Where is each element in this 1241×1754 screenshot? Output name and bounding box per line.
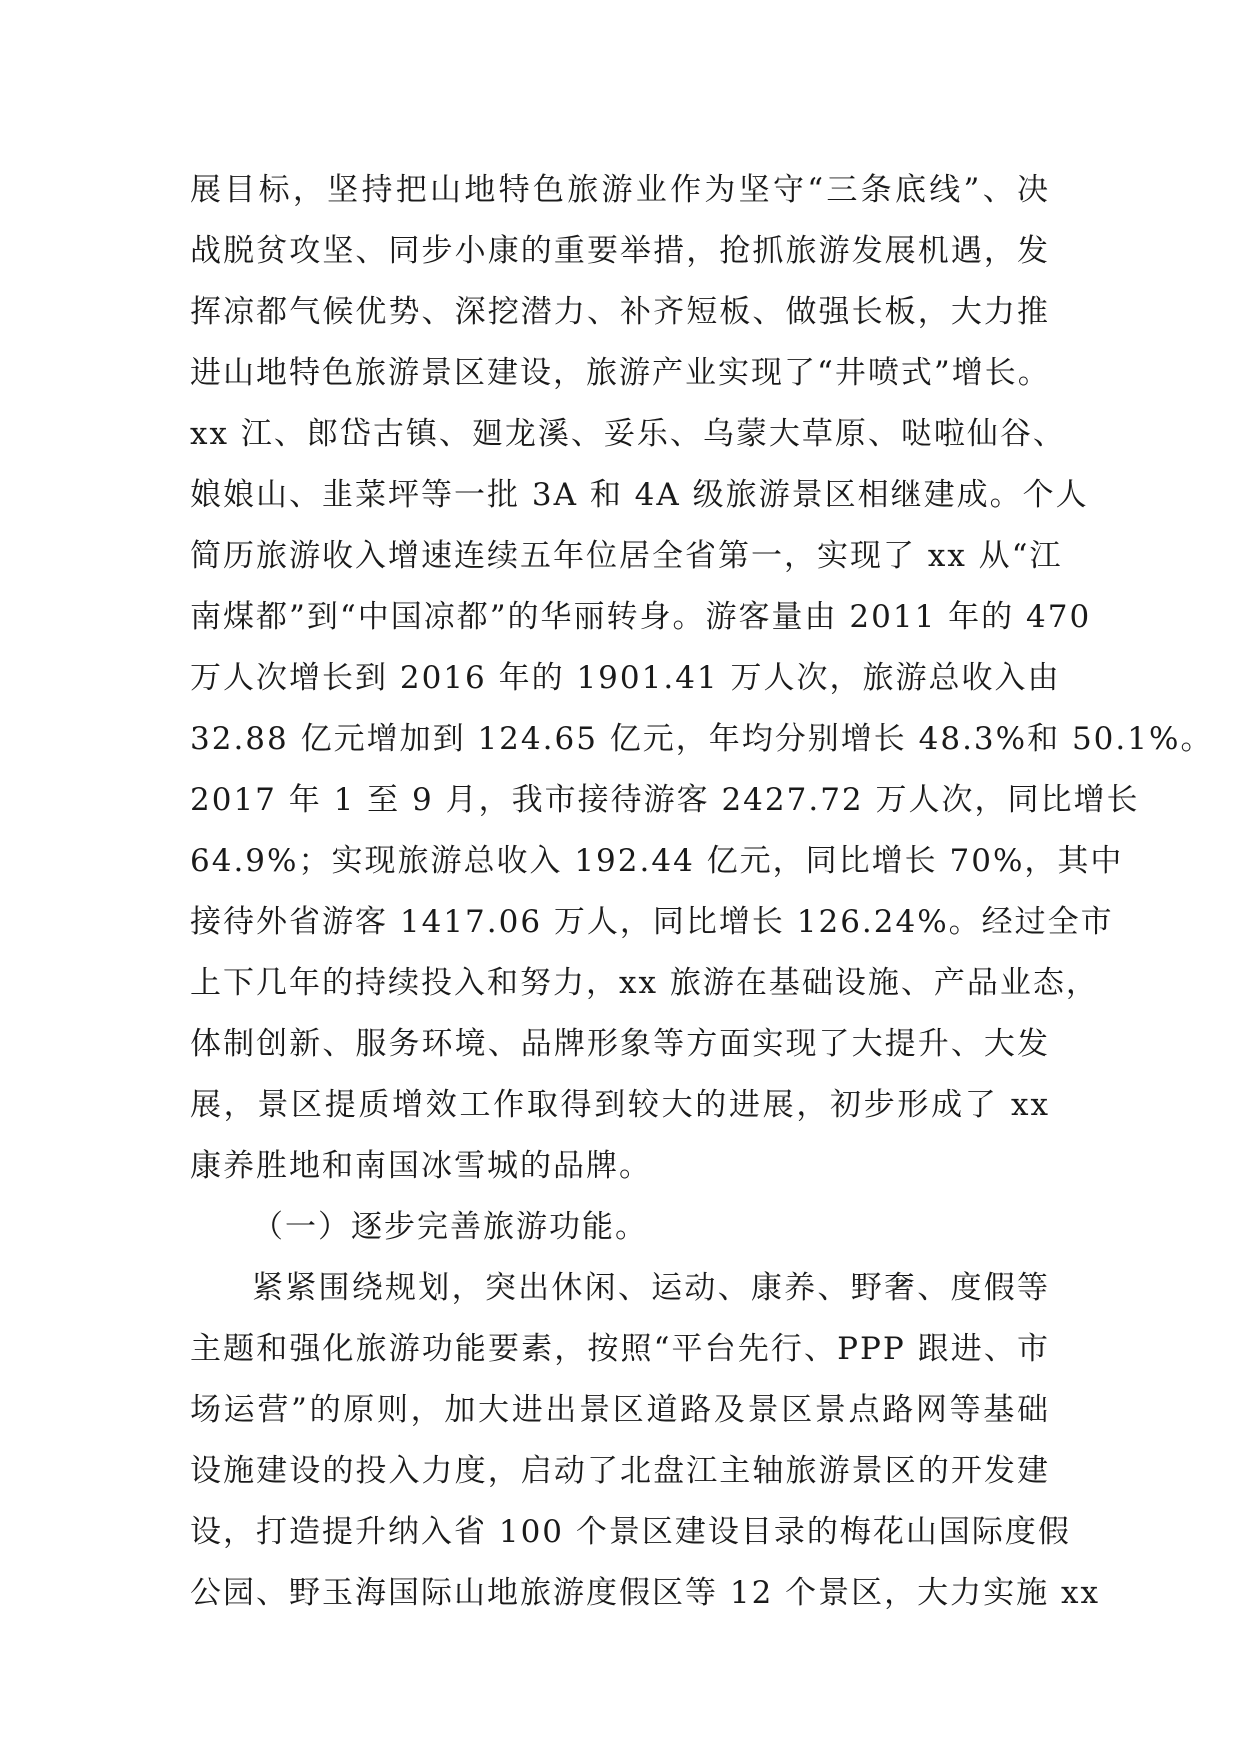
paragraph-1-line: 南煤都”到“中国凉都”的华丽转身。游客量由 2011 年的 470 <box>190 599 1092 635</box>
paragraph-1-line: 32.88 亿元增加到 124.65 亿元，年均分别增长 48.3%和 50.1%。 <box>190 721 1214 757</box>
paragraph-1-line: 简历旅游收入增速连续五年位居全省第一，实现了 xx 从“江 <box>190 538 1063 574</box>
paragraph-1-line: 2017 年 1 至 9 月，我市接待游客 2427.72 万人次，同比增长 <box>190 782 1140 818</box>
paragraph-1-line: 接待外省游客 1417.06 万人，同比增长 126.24%。经过全市 <box>190 904 1114 940</box>
paragraph-1-line: xx 江、郎岱古镇、廻龙溪、妥乐、乌蒙大草原、哒啦仙谷、 <box>190 416 1066 452</box>
paragraph-2-line: 设施建设的投入力度，启动了北盘江主轴旅游景区的开发建 <box>190 1453 1050 1489</box>
paragraph-1-line: 上下几年的持续投入和努力，xx 旅游在基础设施、产品业态， <box>190 965 1099 1001</box>
paragraph-1-line: 展，景区提质增效工作取得到较大的进展，初步形成了 xx <box>190 1087 1050 1123</box>
paragraph-1-line: 挥凉都气候优势、深挖潜力、补齐短板、做强长板，大力推 <box>190 294 1050 330</box>
paragraph-1-line: 64.9%；实现旅游总收入 192.44 亿元，同比增长 70%，其中 <box>190 843 1124 879</box>
paragraph-1-line: 娘娘山、韭菜坪等一批 3A 和 4A 级旅游景区相继建成。个人 <box>190 477 1089 513</box>
paragraph-1-line: 体制创新、服务环境、品牌形象等方面实现了大提升、大发 <box>190 1026 1050 1062</box>
paragraph-1-line: 康养胜地和南国冰雪城的品牌。 <box>190 1148 652 1184</box>
document-body <box>190 160 1214 1624</box>
paragraph-2-line: 紧紧围绕规划，突出休闲、运动、康养、野奢、度假等 <box>252 1270 1050 1306</box>
paragraph-2-line: 场运营”的原则，加大进出景区道路及景区景点路网等基础 <box>190 1392 1050 1428</box>
paragraph-2-line: 设，打造提升纳入省 100 个景区建设目录的梅花山国际度假 <box>190 1514 1071 1550</box>
section-heading: （一）逐步完善旅游功能。 <box>252 1209 648 1245</box>
paragraph-2-line: 公园、野玉海国际山地旅游度假区等 12 个景区，大力实施 xx <box>190 1575 1100 1611</box>
paragraph-2-line: 主题和强化旅游功能要素，按照“平台先行、PPP 跟进、市 <box>190 1331 1050 1367</box>
paragraph-1-line: 战脱贫攻坚、同步小康的重要举措，抢抓旅游发展机遇，发 <box>190 233 1050 269</box>
paragraph-1-line: 展目标，坚持把山地特色旅游业作为坚守“三条底线”、决 <box>190 172 1050 208</box>
paragraph-1-line: 万人次增长到 2016 年的 1901.41 万人次，旅游总收入由 <box>190 660 1061 696</box>
paragraph-1-line: 进山地特色旅游景区建设，旅游产业实现了“井喷式”增长。 <box>190 355 1051 391</box>
